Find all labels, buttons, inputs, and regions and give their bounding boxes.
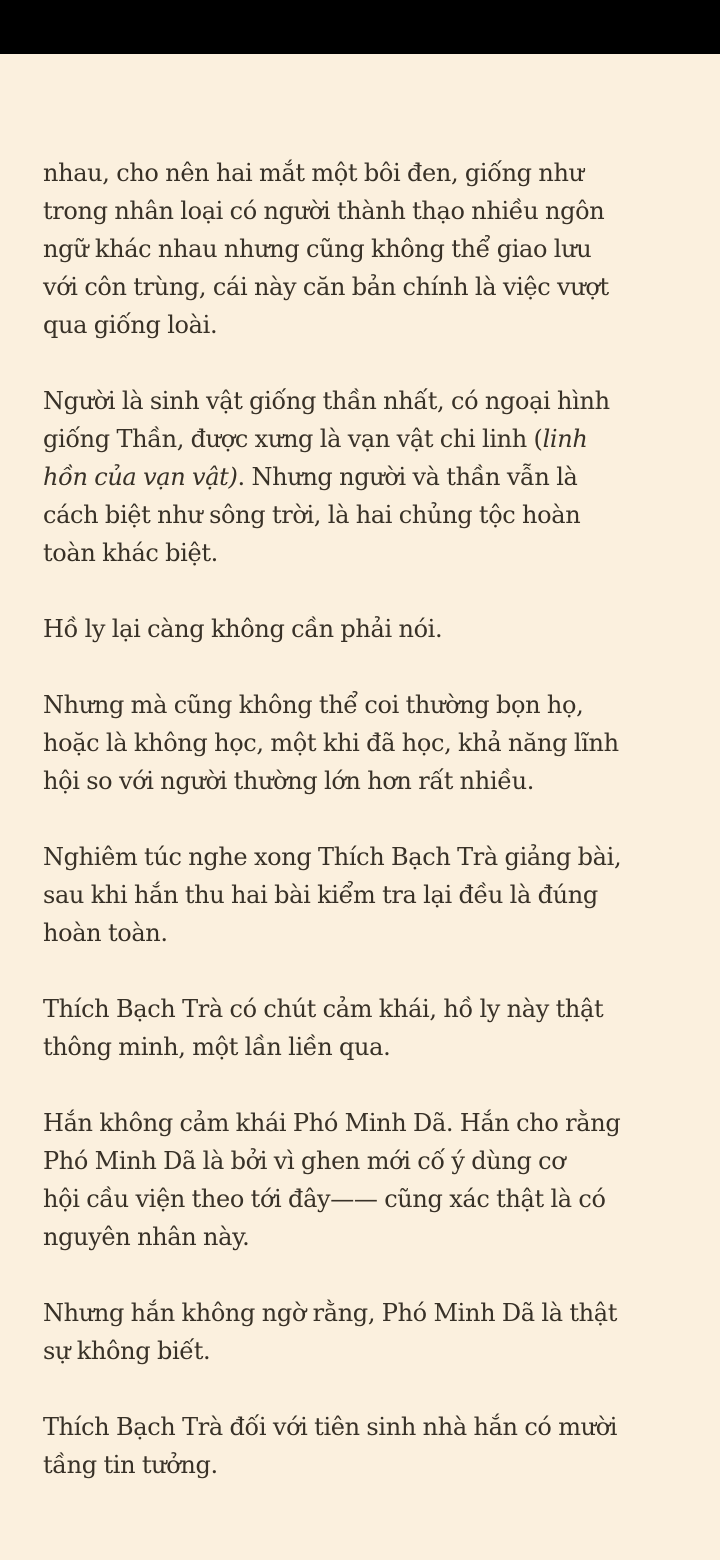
text-line: Người là sinh vật giống thần nhất, có ngoại hình (43, 387, 610, 415)
text-line: toàn khác biệt. (43, 539, 218, 567)
text-line: Nhưng hắn không ngờ rằng, Phó Minh Dã là thật (43, 1299, 618, 1327)
text-line: Nhưng mà cũng không thể coi thường bọn họ, (43, 691, 584, 719)
paragraph-4 (43, 686, 683, 800)
text-line: nguyên nhân này. (43, 1223, 250, 1251)
text-line: Nghiêm túc nghe xong Thích Bạch Trà giảng bài, (43, 843, 622, 871)
paragraph-6 (43, 990, 683, 1066)
text-line: trong nhân loại có người thành thạo nhiều ngôn (43, 197, 605, 225)
paragraph-9 (43, 1408, 683, 1484)
paragraph-7 (43, 1104, 683, 1256)
text-line: . Nhưng người và thần vẫn là (237, 463, 578, 491)
text-line: ngữ khác nhau nhưng cũng không thể giao lưu (43, 235, 592, 263)
text-line: qua giống loài. (43, 311, 218, 339)
text-line: sự không biết. (43, 1337, 211, 1365)
text-line: Thích Bạch Trà đối với tiên sinh nhà hắn có mười (43, 1413, 618, 1441)
text-line: Phó Minh Dã là bởi vì ghen mới cố ý dùng cơ (43, 1147, 566, 1175)
text-line: Hồ ly lại càng không cần phải nói. (43, 615, 443, 643)
paragraph-3 (43, 610, 683, 648)
text-line: tầng tin tưởng. (43, 1451, 218, 1479)
text-line: giống Thần, được xưng là vạn vật chi linh ( (43, 425, 543, 453)
text-line: hội cầu viện theo tới đây—— cũng xác thật là có (43, 1185, 606, 1213)
status-bar (0, 0, 720, 54)
paragraph-8 (43, 1294, 683, 1370)
text-line: cách biệt như sông trời, là hai chủng tộc hoàn (43, 501, 581, 529)
text-line: hoàn toàn. (43, 919, 168, 947)
text-line: thông minh, một lần liền qua. (43, 1033, 391, 1061)
text-line: nhau, cho nên hai mắt một bôi đen, giống như (43, 159, 584, 187)
paragraph-5 (43, 838, 683, 952)
reader-page[interactable] (0, 54, 720, 1560)
text-line: hội so với người thường lớn hơn rất nhiều. (43, 767, 535, 795)
text-line: sau khi hắn thu hai bài kiểm tra lại đều là đúng (43, 881, 598, 909)
text-line: Thích Bạch Trà có chút cảm khái, hồ ly này thật (43, 995, 604, 1023)
text-line: với côn trùng, cái này căn bản chính là việc vượt (43, 273, 609, 301)
chapter-text (43, 154, 683, 1522)
italic-text: linh (542, 425, 588, 453)
paragraph-1 (43, 154, 683, 344)
text-line: hoặc là không học, một khi đã học, khả năng lĩnh (43, 729, 619, 757)
italic-text: hồn của vạn vật) (43, 463, 238, 491)
text-line: Hắn không cảm khái Phó Minh Dã. Hắn cho rằng (43, 1109, 621, 1137)
paragraph-2 (43, 382, 683, 572)
